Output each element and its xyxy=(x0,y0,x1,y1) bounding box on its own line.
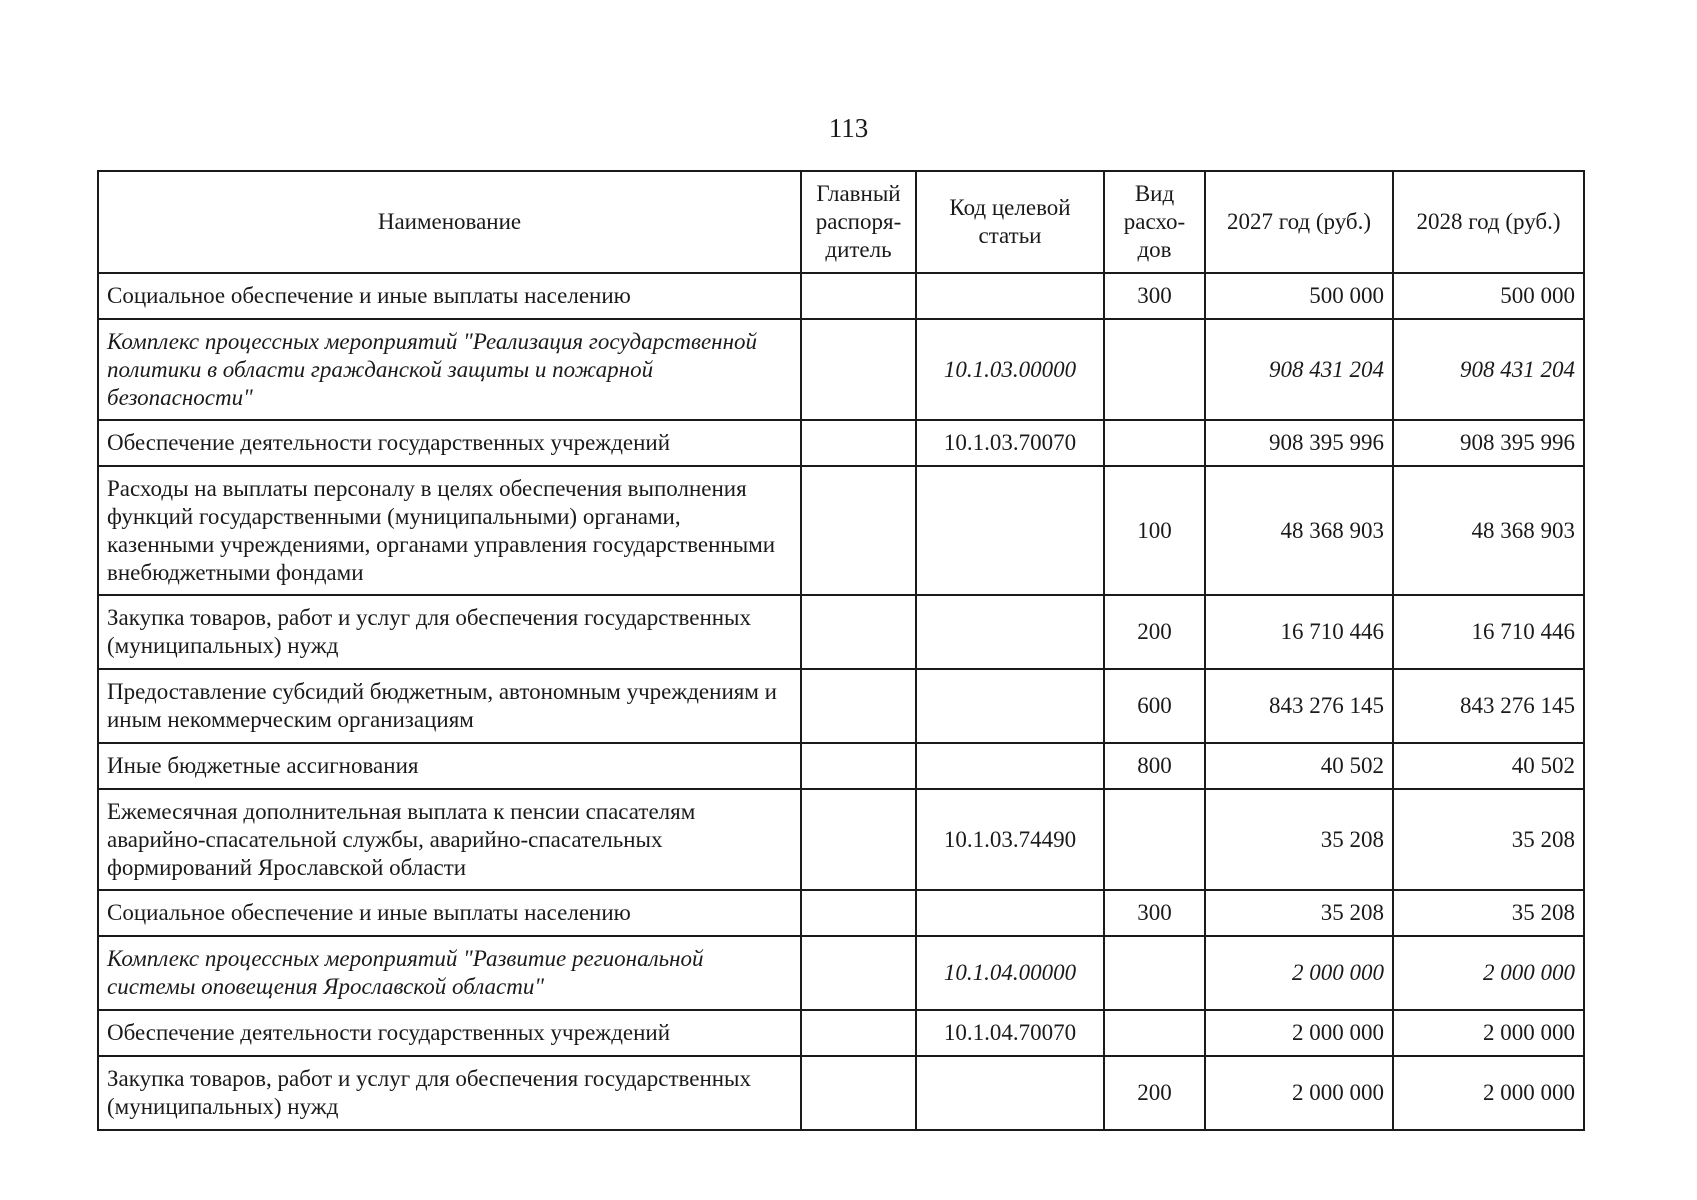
row-type: 800 xyxy=(1104,743,1205,789)
row-2027: 500 000 xyxy=(1205,273,1393,319)
row-manager xyxy=(801,595,916,669)
row-type: 300 xyxy=(1104,890,1205,936)
row-name: Социальное обеспечение и иные выплаты населению xyxy=(98,890,801,936)
table-row xyxy=(98,789,1584,890)
row-name: Социальное обеспечение и иные выплаты населению xyxy=(98,273,801,319)
table-row xyxy=(98,1010,1584,1056)
row-2028: 2 000 000 xyxy=(1393,1010,1584,1056)
row-code xyxy=(916,890,1104,936)
row-manager xyxy=(801,319,916,420)
row-2028: 16 710 446 xyxy=(1393,595,1584,669)
row-type: 200 xyxy=(1104,1056,1205,1130)
header-manager: Главный распоря-дитель xyxy=(801,171,916,273)
row-manager xyxy=(801,669,916,743)
row-code xyxy=(916,669,1104,743)
row-2028: 2 000 000 xyxy=(1393,1056,1584,1130)
row-2027: 35 208 xyxy=(1205,890,1393,936)
row-manager xyxy=(801,936,916,1010)
row-2028: 2 000 000 xyxy=(1393,936,1584,1010)
row-2027: 843 276 145 xyxy=(1205,669,1393,743)
row-name: Комплекс процессных мероприятий "Реализация государственной политики в области гражданской защиты и пожарной безопасности" xyxy=(98,319,801,420)
row-code xyxy=(916,743,1104,789)
header-type: Вид расхо-дов xyxy=(1104,171,1205,273)
header-2027: 2027 год (руб.) xyxy=(1205,171,1393,273)
row-manager xyxy=(801,890,916,936)
header-code: Код целевой статьи xyxy=(916,171,1104,273)
row-type xyxy=(1104,319,1205,420)
row-name: Обеспечение деятельности государственных учреждений xyxy=(98,1010,801,1056)
table-row xyxy=(98,319,1584,420)
row-2028: 40 502 xyxy=(1393,743,1584,789)
row-2027: 2 000 000 xyxy=(1205,1010,1393,1056)
row-code: 10.1.03.00000 xyxy=(916,319,1104,420)
row-2028: 35 208 xyxy=(1393,890,1584,936)
row-code: 10.1.03.70070 xyxy=(916,420,1104,466)
row-manager xyxy=(801,743,916,789)
page-number: 113 xyxy=(828,113,869,143)
table-row xyxy=(98,420,1584,466)
table-header-row xyxy=(98,171,1584,273)
row-2027: 35 208 xyxy=(1205,789,1393,890)
row-2027: 2 000 000 xyxy=(1205,936,1393,1010)
row-name: Ежемесячная дополнительная выплата к пенсии спасателям аварийно-спасательной службы, аварийно-спасательных формирований Ярославской области xyxy=(98,789,801,890)
row-code: 10.1.04.70070 xyxy=(916,1010,1104,1056)
row-name: Обеспечение деятельности государственных учреждений xyxy=(98,420,801,466)
table-row xyxy=(98,1056,1584,1130)
table-row xyxy=(98,890,1584,936)
table-row xyxy=(98,936,1584,1010)
row-name: Закупка товаров, работ и услуг для обеспечения государственных (муниципальных) нужд xyxy=(98,595,801,669)
row-2028: 48 368 903 xyxy=(1393,466,1584,595)
row-2027: 40 502 xyxy=(1205,743,1393,789)
table-row xyxy=(98,273,1584,319)
row-manager xyxy=(801,466,916,595)
row-2028: 500 000 xyxy=(1393,273,1584,319)
row-type: 200 xyxy=(1104,595,1205,669)
row-name: Закупка товаров, работ и услуг для обеспечения государственных (муниципальных) нужд xyxy=(98,1056,801,1130)
row-2028: 908 431 204 xyxy=(1393,319,1584,420)
row-2027: 908 431 204 xyxy=(1205,319,1393,420)
row-manager xyxy=(801,1010,916,1056)
row-2027: 2 000 000 xyxy=(1205,1056,1393,1130)
row-name: Расходы на выплаты персоналу в целях обеспечения выполнения функций государственными (муниципальными) органами, казенными учреждениями, органами управления государственными внебюджетными фондами xyxy=(98,466,801,595)
row-2028: 35 208 xyxy=(1393,789,1584,890)
row-name: Предоставление субсидий бюджетным, автономным учреждениям и иным некоммерческим организациям xyxy=(98,669,801,743)
table-row xyxy=(98,466,1584,595)
row-type: 600 xyxy=(1104,669,1205,743)
row-manager xyxy=(801,420,916,466)
row-2027: 908 395 996 xyxy=(1205,420,1393,466)
row-code xyxy=(916,1056,1104,1130)
header-2028: 2028 год (руб.) xyxy=(1393,171,1584,273)
table-row xyxy=(98,743,1584,789)
header-name: Наименование xyxy=(98,171,801,273)
row-2028: 908 395 996 xyxy=(1393,420,1584,466)
row-code xyxy=(916,595,1104,669)
row-2028: 843 276 145 xyxy=(1393,669,1584,743)
row-2027: 16 710 446 xyxy=(1205,595,1393,669)
row-name: Комплекс процессных мероприятий "Развитие региональной системы оповещения Ярославской области" xyxy=(98,936,801,1010)
budget-table xyxy=(97,170,1585,1131)
row-code xyxy=(916,273,1104,319)
row-manager xyxy=(801,789,916,890)
row-type: 100 xyxy=(1104,466,1205,595)
row-type xyxy=(1104,420,1205,466)
row-manager xyxy=(801,1056,916,1130)
row-code xyxy=(916,466,1104,595)
row-type: 300 xyxy=(1104,273,1205,319)
table-row xyxy=(98,595,1584,669)
row-type xyxy=(1104,936,1205,1010)
row-type xyxy=(1104,789,1205,890)
row-manager xyxy=(801,273,916,319)
row-name: Иные бюджетные ассигнования xyxy=(98,743,801,789)
row-code: 10.1.04.00000 xyxy=(916,936,1104,1010)
table-row xyxy=(98,669,1584,743)
row-code: 10.1.03.74490 xyxy=(916,789,1104,890)
row-2027: 48 368 903 xyxy=(1205,466,1393,595)
row-type xyxy=(1104,1010,1205,1056)
